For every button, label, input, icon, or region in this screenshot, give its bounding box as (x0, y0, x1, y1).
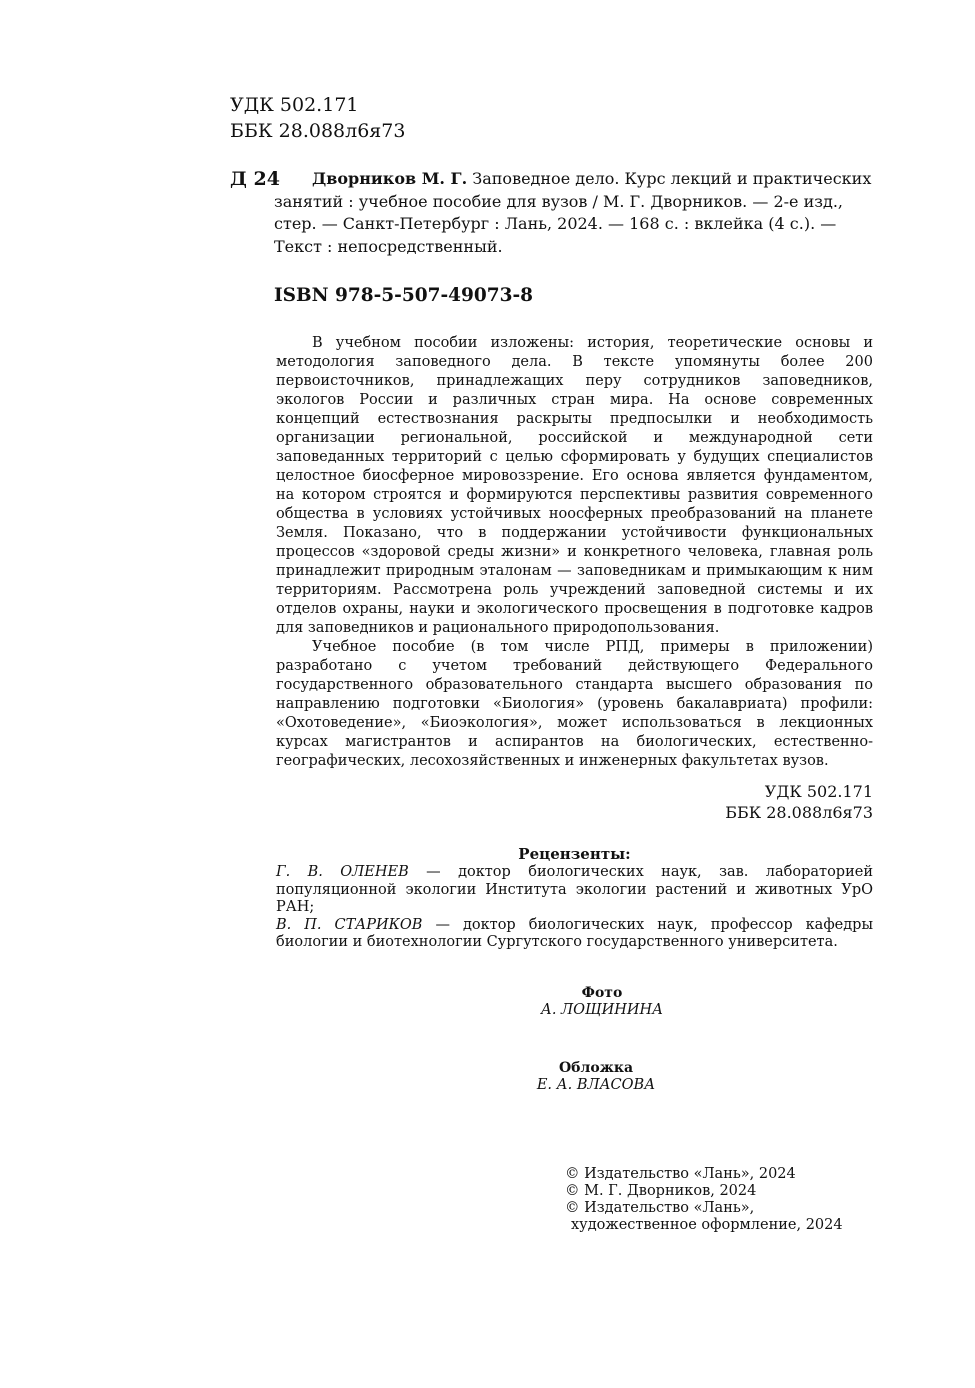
annotation (276, 334, 873, 771)
udk-code-bottom: УДК 502.171 (764, 782, 873, 801)
bbk-code: ББК 28.088л6я73 (230, 120, 406, 142)
reviewer-1-name: Г. В. ОЛЕНЕВ (276, 864, 409, 880)
photo-author: А. ЛОЩИНИНА (540, 1002, 664, 1018)
annotation-paragraph-1: В учебном пособии изложены: история, теоретические основы и методология заповедного дела. В тексте упомянуты более 200 первоисточников, принадлежащих перу сотрудников заповедников, экологов России и различных стран мира. На основе современных концепций естествознания раскрыты предпосылки и необходимость организации региональной, российской и международной сети заповеданных территорий с целью сформировать у будущих специалистов целостное биосферное мировоззрение. Его основа является фундаментом, на котором строятся и формируются перспективы развития современного общества в условиях устойчивых ноосферных преобразований на планете Земля. Показано, что в поддержании устойчивости функциональных процессов «здоровой среды жизни» и конкретного человека, главная роль принадлежит природным эталонам — заповедникам и примыкающим к ним территориям. Рассмотрена роль учреждений заповедной системы и их отделов охраны, науки и экологического просвещения в подготовке кадров для заповедников и рационального природопользования. (276, 335, 873, 636)
copyright-line-3: © Издательство «Лань», (565, 1200, 755, 1216)
biblio-line-3: стер. — Санкт-Петербург : Лань, 2024. — 168 с. : вклейка (4 с.). — (274, 214, 837, 233)
photo-heading: Фото (581, 985, 623, 1001)
copyright-block (565, 1166, 843, 1234)
reviewer-2 (276, 917, 873, 952)
reviewer-1-desc: — доктор биологических наук, зав. лабораторией популяционной экологии Института экологии растений и животных УрО РАН; (276, 864, 873, 915)
reviewers-list (276, 864, 873, 952)
biblio-line-2: занятий : учебное пособие для вузов / М. Г. Дворников. — 2-е изд., (274, 191, 843, 211)
copyright-line-1: © Издательство «Лань», 2024 (565, 1166, 796, 1182)
reviewer-2-name: В. П. СТАРИКОВ (276, 916, 423, 933)
biblio-line-4: Текст : непосредственный. (274, 236, 503, 256)
copyright-line-2: © М. Г. Дворников, 2024 (565, 1183, 757, 1199)
cover-heading: Обложка (558, 1060, 634, 1076)
copyright-line-4: художественное оформление, 2024 (571, 1217, 843, 1233)
cover-designer: Е. А. ВЛАСОВА (536, 1077, 656, 1093)
bbk-code-bottom: ББК 28.088л6я73 (725, 803, 873, 822)
reviewer-1 (276, 864, 873, 917)
author-sign-code: Д 24 (230, 168, 280, 190)
isbn: ISBN 978-5-507-49073-8 (274, 285, 534, 306)
reviewer-2-desc: — доктор биологических наук, профессор кафедры биологии и биотехнологии Сургутского государственного университета. (276, 916, 874, 950)
udk-code: УДК 502.171 (230, 94, 359, 116)
biblio-author: Дворников М. Г. (312, 169, 468, 188)
bibliographic-record (274, 168, 872, 258)
reviewers-heading: Рецензенты: (518, 845, 631, 863)
annotation-paragraph-2: Учебное пособие (в том числе РПД, примеры в приложении) разработано с учетом требований действующего Федерального государственного образовательного стандарта высшего образования по направлению подготовки «Биология» (уровень бакалавриата) профили: «Охотоведение», «Биоэкология», может использоваться в лекционных курсах магистрантов и аспирантов на биологических, естественно-географических, лесохозяйственных и инженерных факультетах вузов. (276, 639, 873, 769)
biblio-title-line: Заповедное дело. Курс лекций и практических (467, 169, 872, 188)
